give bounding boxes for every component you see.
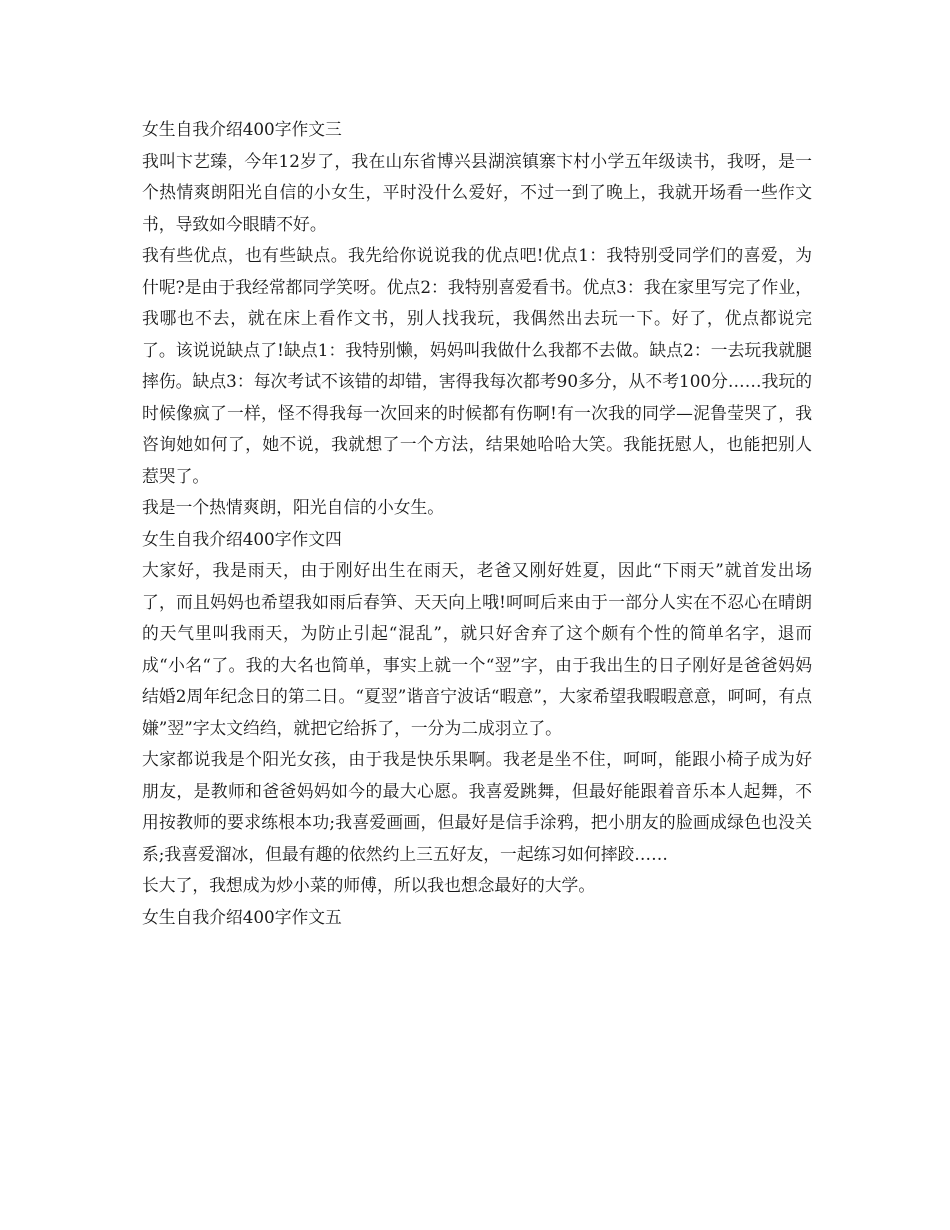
paragraph: 我有些优点，也有些缺点。我先给你说说我的优点吧!优点1：我特别受同学们的喜爱，为什呢?是由于我经常都同学笑呀。优点2：我特别喜爱看书。优点3：我在家里写完了作业，我哪也不去，就在床上看作文书，别人找我玩，我偶然出去玩一下。好了，优点都说完了。该说说缺点了!缺点1：我特别懒，妈妈叫我做什么我都不去做。缺点2：一去玩我就腿摔伤。缺点3：每次考试不该错的却错，害得我每次都考90多分，从不考100分……我玩的时候像疯了一样，怪不得我每一次回来的时候都有伤啊!有一次我的同学—泥鲁莹哭了，我咨询她如何了，她不说，我就想了一个方法，结果她哈哈大笑。我能抚慰人，也能把别人惹哭了。 <box>142 245 812 486</box>
paragraph: 大家好，我是雨天，由于刚好出生在雨天，老爸又刚好姓夏，因此“下雨天”就首发出场了，而且妈妈也希望我如雨后春笋、天天向上哦!呵呵后来由于一部分人实在不忍心在晴朗的天气里叫我雨天，为防止引起“混乱”，就只好舍弃了这个颇有个性的简单名字，退而成“小名“了。我的大名也简单，事实上就一个“翌”字，由于我出生的日子刚好是爸爸妈妈结婚2周年纪念日的第二日。“夏翌”谐音宁波话“暇意”，大家希望我暇暇意意，呵呵，有点嫌”翌”字太文绉绉，就把它给拆了，一分为二成羽立了。 <box>142 560 812 738</box>
essay-heading-3: 女生自我介绍400字作文三 <box>142 119 342 139</box>
paragraph: 我是一个热情爽朗，阳光自信的小女生。 <box>142 497 445 517</box>
paragraph: 长大了，我想成为炒小菜的师傅，所以我也想念最好的大学。 <box>142 875 596 895</box>
paragraph: 我叫卞艺臻，今年12岁了，我在山东省博兴县湖滨镇寨卞村小学五年级读书，我呀，是一个热情爽朗阳光自信的小女生，平时没什么爱好，不过一到了晚上，我就开场看一些作文书，导致如今眼睛不好。 <box>142 150 812 234</box>
essay-heading-5: 女生自我介绍400字作文五 <box>142 906 342 927</box>
document-body <box>142 114 812 933</box>
paragraph: 大家都说我是个阳光女孩，由于我是快乐果啊。我老是坐不住，呵呵，能跟小椅子成为好朋友，是教师和爸爸妈妈如今的最大心愿。我喜爱跳舞，但最好能跟着音乐本人起舞，不用按教师的要求练根本功;我喜爱画画，但最好是信手涂鸦，把小朋友的脸画成绿色也没关系;我喜爱溜冰，但最有趣的依然约上三五好友，一起练习如何摔跤…… <box>142 749 812 864</box>
essay-heading-4: 女生自我介绍400字作文四 <box>142 528 342 549</box>
